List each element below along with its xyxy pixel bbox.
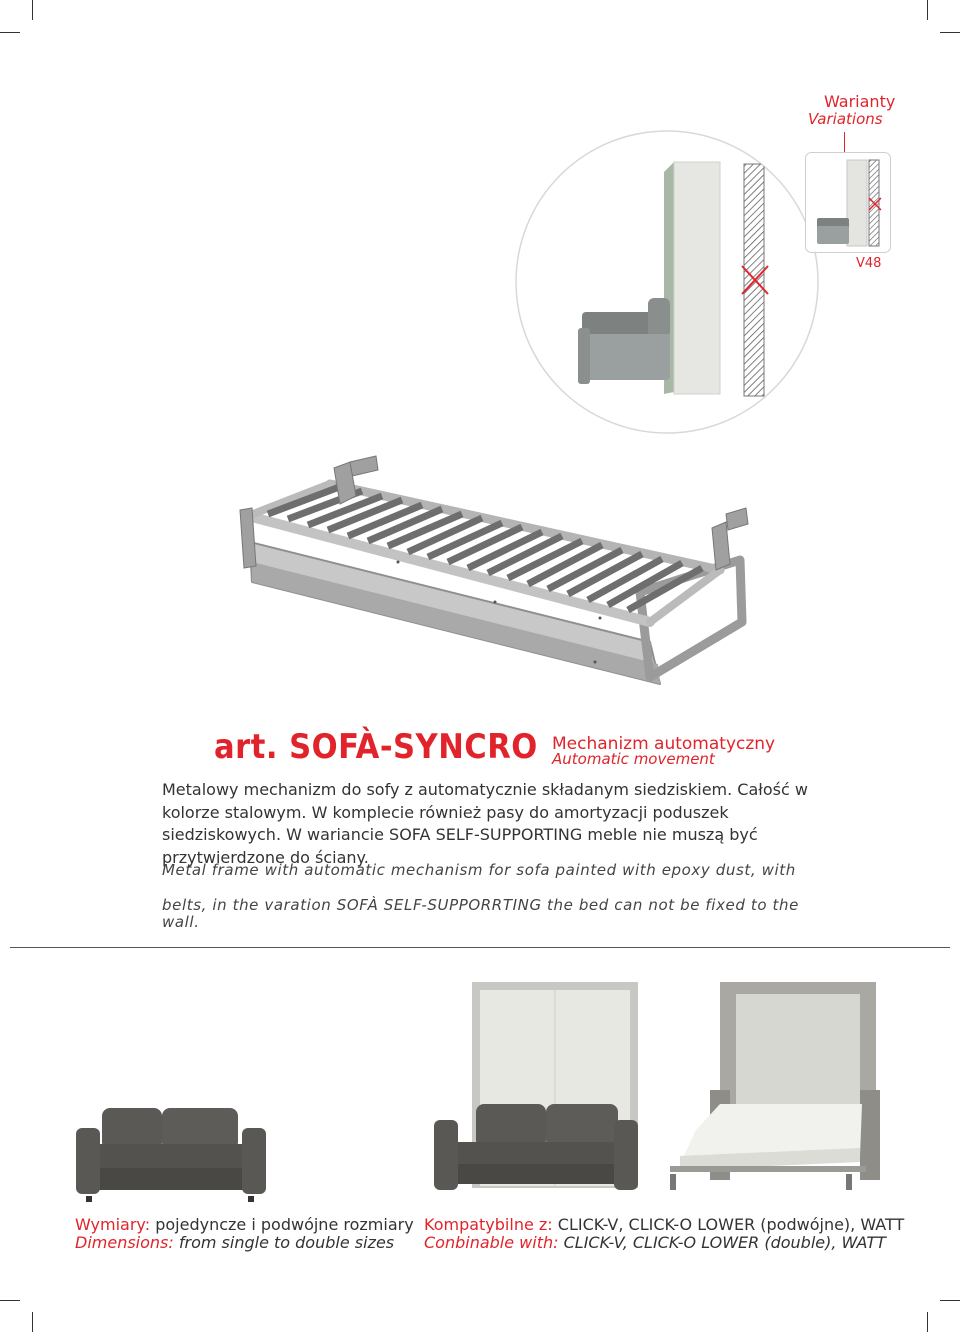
crop-mark-bottom-right-h [940, 1300, 960, 1301]
dimensions-value-pl: pojedyncze i podwójne rozmiary [155, 1215, 414, 1234]
variants-label-pl: Warianty [824, 92, 896, 111]
variant-v48-thumbnail [805, 152, 891, 262]
compatible-label-en: Conbinable with: [424, 1233, 559, 1252]
compatible-value-en: CLICK-V, CLICK-O LOWER (double), WATT [563, 1233, 886, 1252]
open-wall-bed-image [640, 980, 880, 1208]
subtitle-en: Automatic movement [552, 750, 715, 768]
sofa-image [72, 1100, 270, 1205]
crop-mark-bottom-right [927, 1312, 928, 1332]
wall-mount-diagram [512, 122, 822, 442]
sofa-frame-mechanism-image [230, 452, 760, 702]
description-en-line2: belts, in the varation SOFÀ SELF-SUPPORRTING the bed can not be fixed to the wall. [162, 896, 799, 931]
crop-mark-bottom-left-h [0, 1300, 20, 1301]
variant-code: V48 [856, 256, 882, 271]
dimensions-label-pl: Wymiary: [75, 1215, 151, 1234]
variants-label-en: Variations [808, 110, 883, 128]
description-pl: Metalowy mechanizm do sofy z automatycznie składanym siedziskiem. Całość w kolorze stalowym. W komplecie również pasy do amortyzacji poduszek siedziskowych. W wariancie SOFA SELF-SUPPORTING meble nie muszą być przytwierdzone do ściany. [162, 780, 808, 867]
crop-mark-top-left-h [0, 32, 20, 33]
dimensions-value-en: from single to double sizes [178, 1233, 395, 1252]
crop-mark-top-left [32, 0, 33, 20]
dimensions-block [75, 1216, 414, 1252]
compatible-value-pl: CLICK-V, CLICK-O LOWER (podwójne), WATT [557, 1215, 905, 1234]
sofa-with-closed-wall-bed-image [432, 980, 638, 1206]
variant-pointer-line [844, 132, 845, 152]
compatibility-block [424, 1216, 904, 1252]
crop-mark-top-right [927, 0, 928, 20]
description-en [162, 862, 802, 931]
crop-mark-top-right-h [940, 32, 960, 33]
section-divider [10, 947, 950, 948]
dimensions-label-en: Dimensions: [75, 1233, 174, 1252]
crop-mark-bottom-left [32, 1312, 33, 1332]
product-title: art. SOFÀ-SYNCRO [214, 727, 538, 767]
subtitle-pl: Mechanizm automatyczny [552, 734, 776, 754]
description-en-line1: Metal frame with automatic mechanism for sofa painted with epoxy dust, with [162, 861, 796, 879]
compatible-label-pl: Kompatybilne z: [424, 1215, 553, 1234]
